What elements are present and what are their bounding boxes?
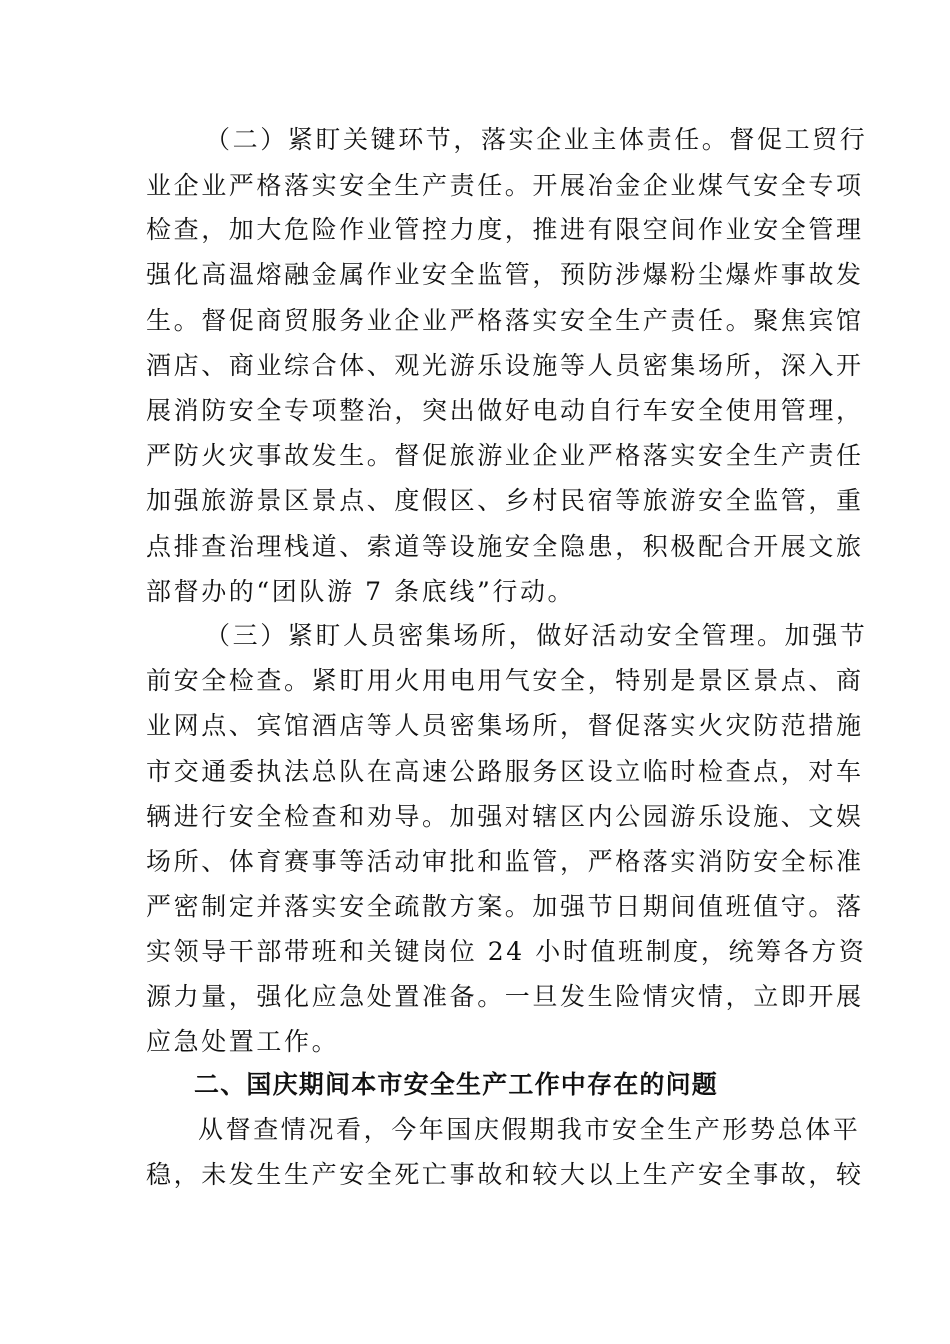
paragraph-line: （二）紧盯关键环节，落实企业主体责任。督促工贸行 — [205, 125, 868, 154]
paragraph-line: 业企业严格落实安全生产责任。开展冶金企业煤气安全专项 — [146, 171, 864, 200]
paragraph-line: 前安全检查。紧盯用火用电用气安全，特别是景区景点、商 — [146, 666, 864, 695]
paragraph-line: 场所、体育赛事等活动审批和监管，严格落实消防安全标准 — [146, 847, 864, 876]
paragraph-line: 稳，未发生生产安全死亡事故和较大以上生产安全事故，较 — [146, 1160, 864, 1189]
paragraph-line: 加强旅游景区景点、度假区、乡村民宿等旅游安全监管，重 — [146, 486, 864, 515]
paragraph-line: 应急处置工作。 — [146, 1027, 340, 1056]
paragraph-line: 严密制定并落实安全疏散方案。加强节日期间值班值守。落 — [146, 892, 864, 921]
paragraph-line: 生。督促商贸服务业企业严格落实安全生产责任。聚焦宾馆 — [146, 306, 864, 335]
paragraph-line: 市交通委执法总队在高速公路服务区设立临时检查点，对车 — [146, 757, 864, 786]
paragraph-line: 严防火灾事故发生。督促旅游业企业严格落实安全生产责任 — [146, 441, 864, 470]
paragraph-line: 源力量，强化应急处置准备。一旦发生险情灾情，立即开展 — [146, 982, 864, 1011]
paragraph-line: 从督查情况看，今年国庆假期我市安全生产形势总体平 — [198, 1115, 861, 1144]
paragraph-line: 业网点、宾馆酒店等人员密集场所，督促落实火灾防范措施 — [146, 711, 864, 740]
paragraph-line: 展消防安全专项整治，突出做好电动自行车安全使用管理， — [146, 396, 864, 425]
paragraph-line: （三）紧盯人员密集场所，做好活动安全管理。加强节 — [205, 621, 868, 650]
paragraph-line: 强化高温熔融金属作业安全监管，预防涉爆粉尘爆炸事故发 — [146, 260, 864, 289]
paragraph-line: 点排查治理栈道、索道等设施安全隐患，积极配合开展文旅 — [146, 532, 864, 561]
section-heading: 二、国庆期间本市安全生产工作中存在的问题 — [194, 1070, 719, 1099]
paragraph-line: 检查，加大危险作业管控力度，推进有限空间作业安全管理 — [146, 215, 864, 244]
paragraph-line: 辆进行安全检查和劝导。加强对辖区内公园游乐设施、文娱 — [146, 802, 864, 831]
paragraph-line: 部督办的“团队游 7 条底线”行动。 — [146, 577, 576, 606]
paragraph-line: 实领导干部带班和关键岗位 24 小时值班制度，统筹各方资 — [146, 937, 867, 966]
paragraph-line: 酒店、商业综合体、观光游乐设施等人员密集场所，深入开 — [146, 351, 864, 380]
